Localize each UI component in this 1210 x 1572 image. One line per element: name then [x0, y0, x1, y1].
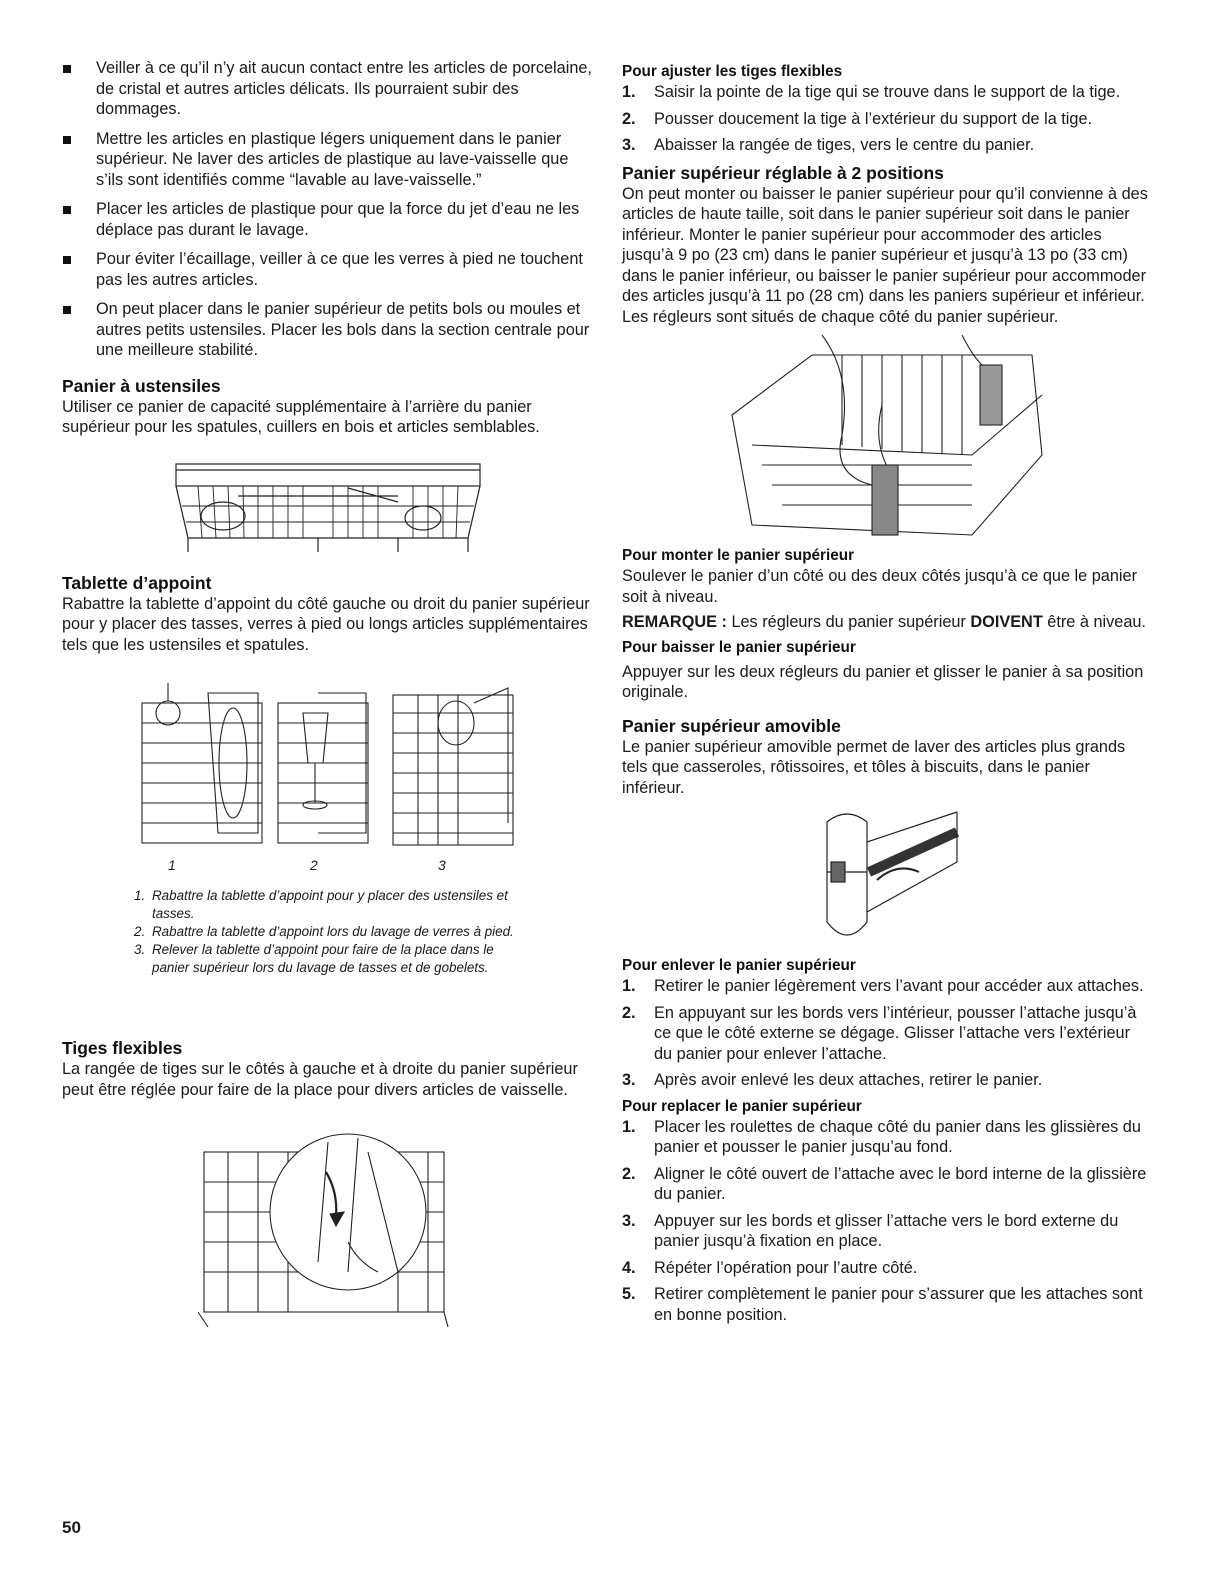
- raise-rack-note: REMARQUE : Les régleurs du panier supérieur DOIVENT être à niveau.: [622, 613, 1146, 631]
- cup-shelf-panel-2: [278, 693, 368, 843]
- flexible-tines-illustration: [198, 1122, 458, 1332]
- list-item: 2. Pousser doucement la tige à l’extérieur du support de la tige.: [622, 109, 1093, 128]
- list-item: 3. Abaisser la rangée de tiges, vers le centre du panier.: [622, 136, 1035, 154]
- list-item: 5. Retirer complètement le panier pour s’assurer que les attaches sont en bonne position.: [622, 1285, 1143, 1324]
- flexible-tines-heading: Tiges flexibles: [62, 1038, 183, 1058]
- adjust-tines-heading: Pour ajuster les tiges flexibles: [622, 63, 843, 80]
- bullet-square-icon: [63, 65, 71, 73]
- list-item: 1. Retirer le panier légèrement vers l’avant pour accéder aux attaches.: [622, 977, 1144, 995]
- removable-rack-heading: Panier supérieur amovible: [622, 715, 841, 736]
- list-item: Veiller à ce qu’il n’y ait aucun contact entre les articles de porcelaine, de cristal et autres articles délicats. Ils pourraient subir des dommages.: [62, 58, 594, 120]
- list-item: On peut placer dans le panier supérieur de petits bols ou moules et autres petits ustensiles. Placer les bols dans la section centrale pour une meilleure stabilité.: [62, 299, 594, 361]
- figure-number: 3: [438, 857, 446, 873]
- cup-shelf-text: Rabattre la tablette d’appoint du côté gauche ou droit du panier supérieur pour y placer des tasses, verres à pied ou longs articles supplémentaires tels que les ustensiles et spatules.: [62, 594, 590, 654]
- adjustable-rack-illustration: [722, 335, 1052, 540]
- list-item: 1. Saisir la pointe de la tige qui se trouve dans le support de la tige.: [622, 83, 1121, 101]
- figure-number: 2: [310, 857, 318, 873]
- lower-rack-heading: Pour baisser le panier supérieur: [622, 638, 856, 656]
- replace-rack-heading: Pour replacer le panier supérieur: [622, 1097, 862, 1115]
- list-item: 3. Appuyer sur les bords et glisser l’attache vers le bord externe du panier jusqu’à fixation en place.: [622, 1211, 1119, 1250]
- replace-rack-steps: [622, 1117, 1152, 1326]
- list-item: Placer les articles de plastique pour que la force du jet d’eau ne les déplace pas durant le lavage.: [62, 199, 594, 240]
- cup-shelf-panel-3: [393, 688, 513, 845]
- right-column: [622, 58, 1152, 1331]
- removable-rack-text: Le panier supérieur amovible permet de laver des articles plus grands tels que casseroles, rôtissoires, et tôles à biscuits, dans le panier inférieur.: [622, 737, 1126, 797]
- remove-rack-steps: [622, 976, 1152, 1091]
- bullet-square-icon: [63, 206, 71, 214]
- utensil-basket-text: Utiliser ce panier de capacité supplémentaire à l’arrière du panier supérieur pour les spatules, cuillers en bois et articles semblables.: [62, 397, 540, 436]
- adjust-tines-steps: [622, 82, 1152, 156]
- remove-rack-heading: Pour enlever le panier supérieur: [622, 957, 856, 974]
- adjustable-rack-heading: Panier supérieur réglable à 2 positions: [622, 162, 944, 183]
- utensil-basket-heading: Panier à ustensiles: [62, 375, 221, 396]
- lower-rack-text: Appuyer sur les deux régleurs du panier et glisser le panier à sa position originale.: [622, 662, 1144, 701]
- caption-item: 1. Rabattre la tablette d’appoint pour y placer des ustensiles et tasses.: [134, 888, 508, 921]
- caption-item: 3. Relever la tablette d’appoint pour faire de la place dans le panier supérieur lors du lavage de tasses et de gobelets.: [134, 942, 494, 975]
- list-item: Pour éviter l’écaillage, veiller à ce que les verres à pied ne touchent pas les autres articles.: [62, 249, 594, 290]
- list-item: 2. Aligner le côté ouvert de l’attache avec le bord interne de la glissière du panier.: [622, 1164, 1147, 1203]
- list-item: 1. Placer les roulettes de chaque côté du panier dans les glissières du panier et pousser le panier jusqu’au fond.: [622, 1117, 1141, 1156]
- left-column: [62, 58, 594, 1332]
- rack-clip-illustration: [807, 802, 967, 952]
- caption-item: 2. Rabattre la tablette d’appoint lors du lavage de verres à pied.: [134, 924, 514, 939]
- raise-rack-heading: Pour monter le panier supérieur: [622, 547, 855, 564]
- cup-shelf-illustrations: [138, 683, 518, 855]
- bullet-square-icon: [63, 306, 71, 314]
- list-item: Mettre les articles en plastique légers uniquement dans le panier supérieur. Ne laver des articles de plastique au lave-vaisselle que s’ils sont identifiés comme “lavable au lave-vaisselle.”: [62, 129, 594, 191]
- page-number: 50: [62, 1518, 81, 1537]
- adjustable-rack-text: On peut monter ou baisser le panier supérieur pour qu’il convienne à des articles de haute taille, soit dans le panier supérieur soit dans le panier inférieur. Monter le panier supérieur pour accommoder des articles jusqu’à 9 po (23 cm) dans le panier supérieur et jusqu’à 13 po (33 cm) dans le panier inférieur, ou baisser le panier supérieur pour accommoder des articles jusqu’à 11 po (28 cm) dans les paniers supérieur et inférieur. Les régleurs sont situés de chaque côté du panier supérieur.: [622, 184, 1148, 326]
- loading-tips-list: [62, 58, 594, 361]
- list-item: 2. En appuyant sur les bords vers l’intérieur, pousser l’attache jusqu’à ce que le côté externe se dégage. Glisser l’attache vers l’extérieur du panier pour enlever l’attache.: [622, 1003, 1137, 1063]
- utensil-basket-illustration: [168, 456, 488, 556]
- flexible-tines-text: La rangée de tiges sur le côtés à gauche et à droite du panier supérieur peut être réglée pour faire de la place pour divers articles de vaisselle.: [62, 1060, 578, 1099]
- figure-number: 1: [168, 857, 176, 873]
- bullet-square-icon: [63, 256, 71, 264]
- cup-shelf-panel-1: [142, 683, 262, 843]
- bullet-square-icon: [63, 136, 71, 144]
- raise-rack-text: Soulever le panier d’un côté ou des deux côtés jusqu’à ce que le panier soit à niveau.: [622, 567, 1138, 606]
- list-item: 3. Après avoir enlevé les deux attaches, retirer le panier.: [622, 1071, 1043, 1089]
- figure-numbers: [62, 855, 594, 879]
- list-item: 4. Répéter l’opération pour l’autre côté.: [622, 1258, 918, 1277]
- cup-shelf-heading: Tablette d’appoint: [62, 572, 212, 593]
- cup-shelf-captions: [62, 887, 594, 977]
